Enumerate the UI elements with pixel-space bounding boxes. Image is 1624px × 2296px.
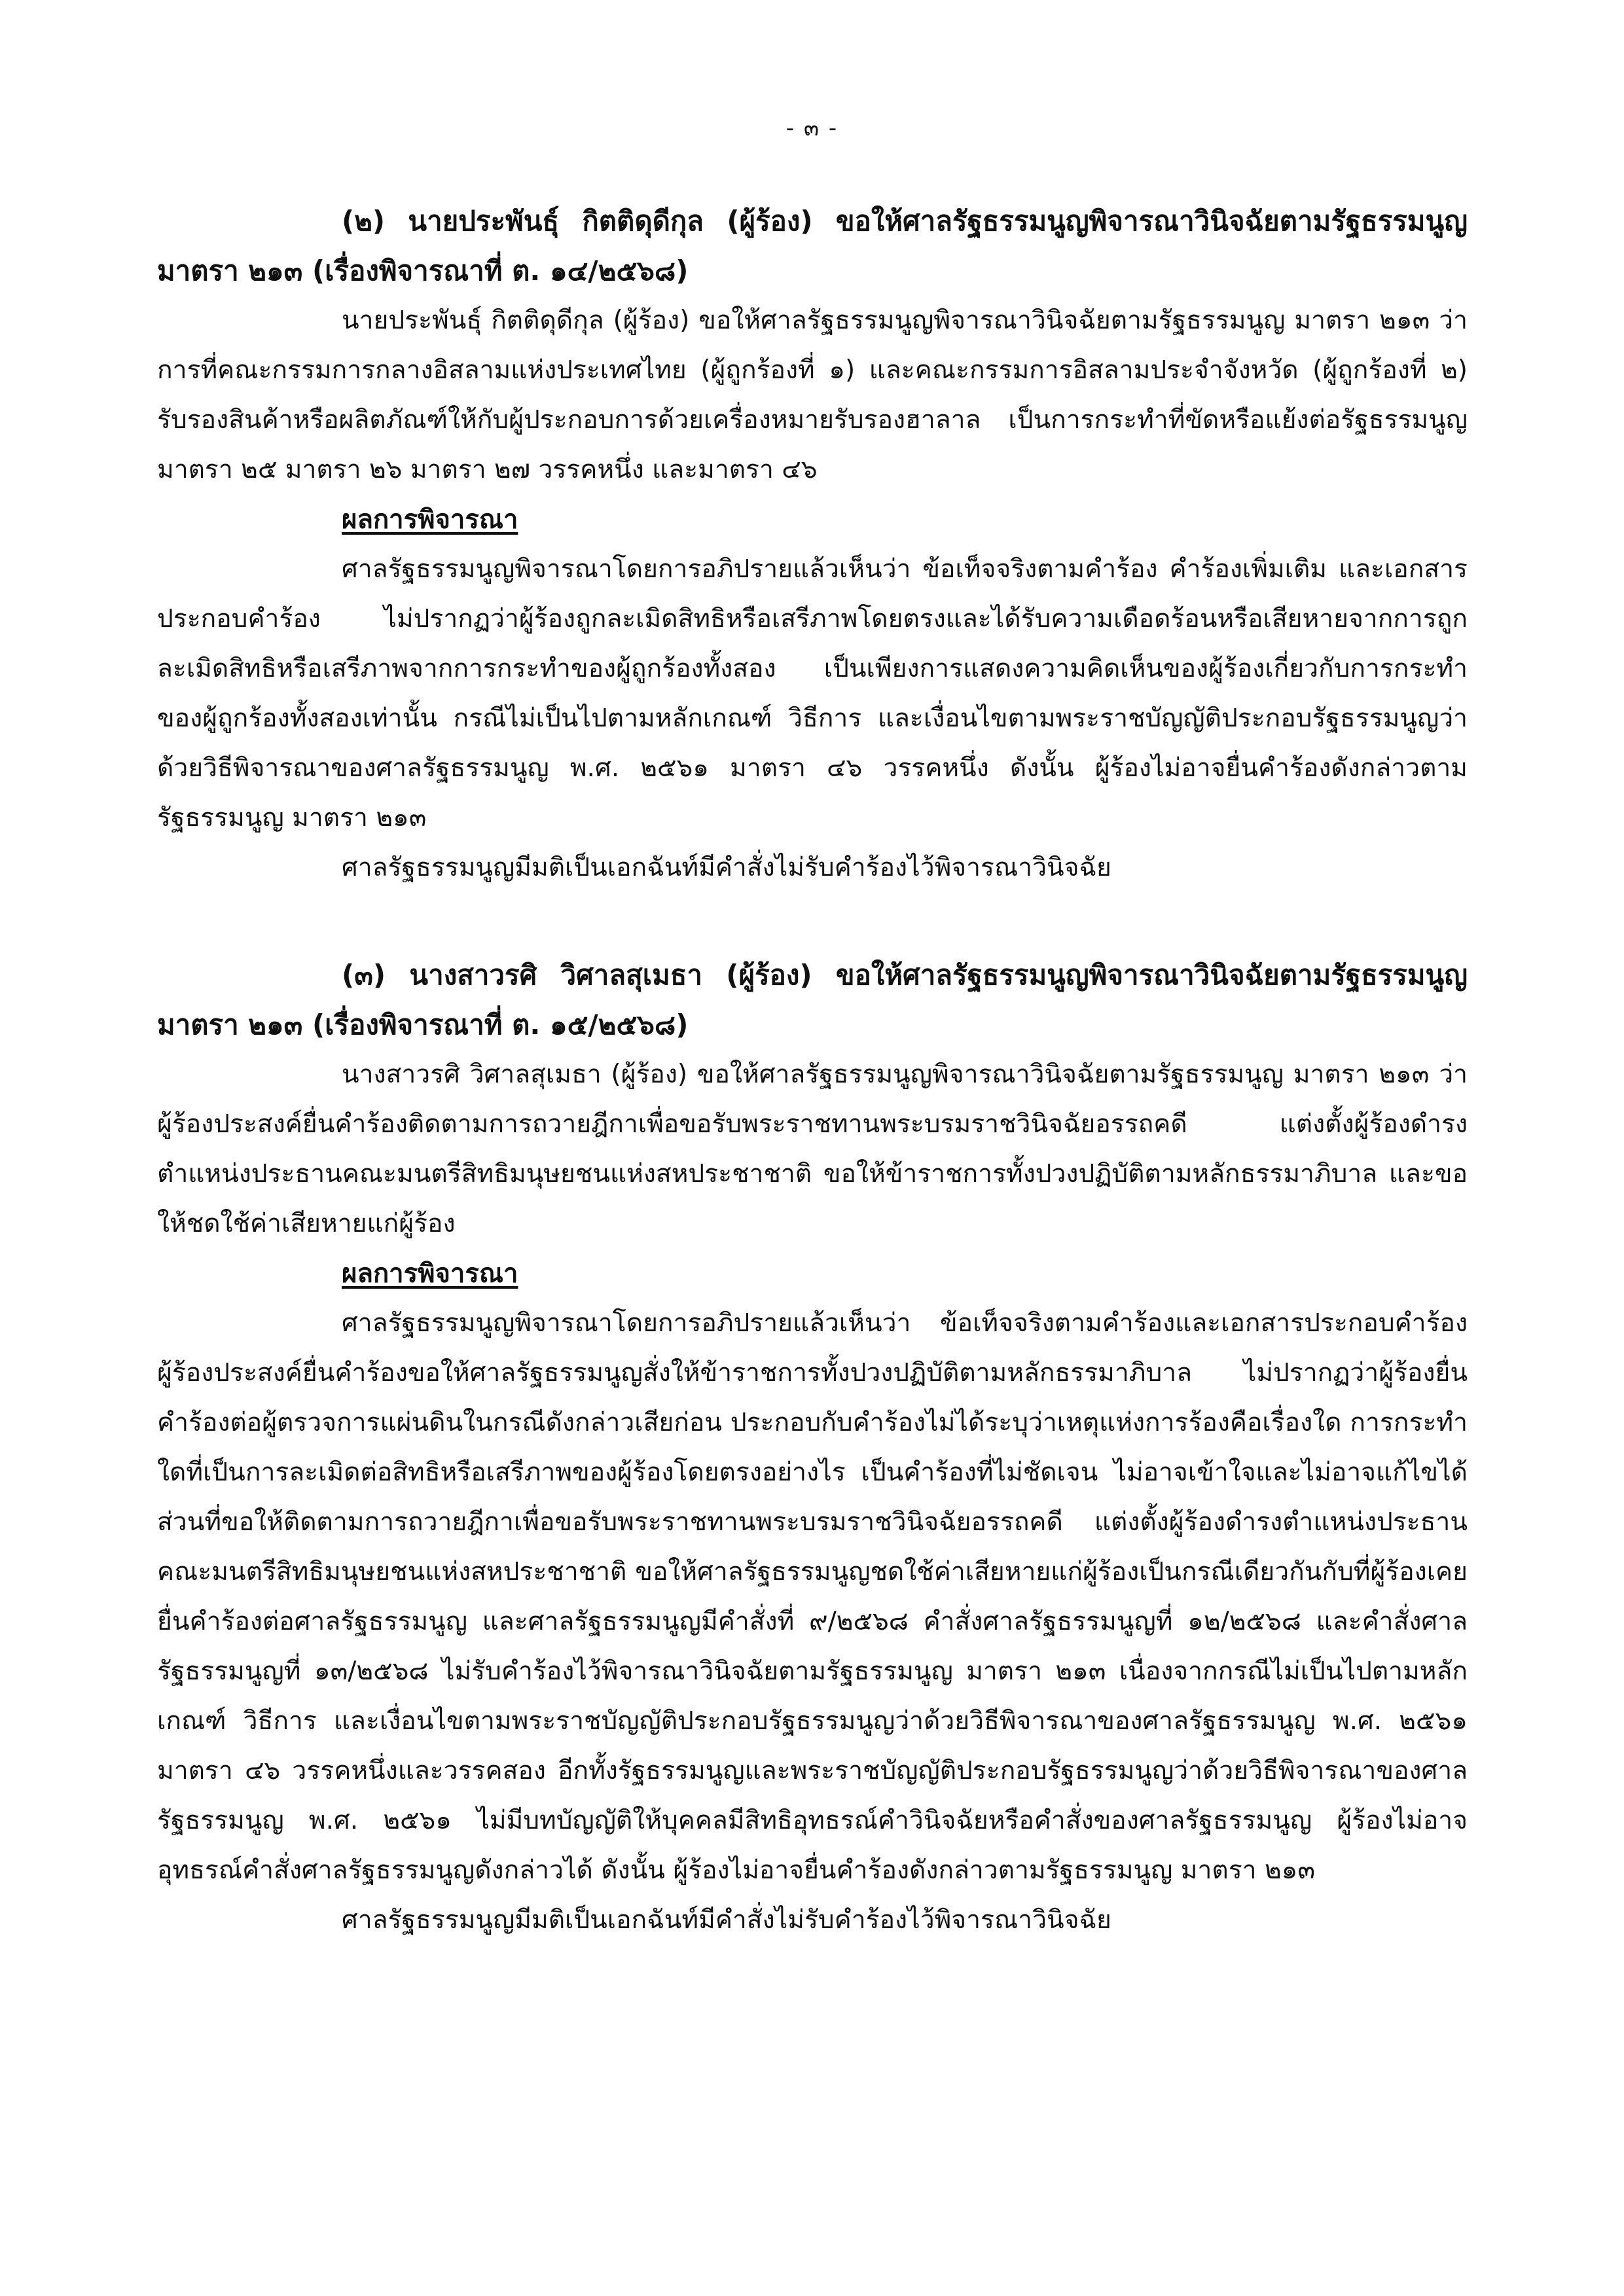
case-heading: (๓) นางสาวรศิ วิศาลสุเมธา (ผู้ร้อง) ขอให้ศาลรัฐธรรมนูญพิจารณาวินิจฉัยตามรัฐธรรมนูญ มาตรา ๒๑๓ (เรื่องพิจารณาที่ ต. ๑๕/๒๕๖๘) xyxy=(157,959,1468,1041)
case-result-paragraph: ศาลรัฐธรรมนูญพิจารณาโดยการอภิปรายแล้วเห็นว่า ข้อเท็จจริงตามคำร้องและเอกสารประกอบคำร้อง ผู้ร้องประสงค์ยื่นคำร้องขอให้ศาลรัฐธรรมนูญสั่งให้ข้าราชการทั้งปวงปฏิบัติตามหลักธรรมาภิบาล ไม่ปรากฏว่าผู้ร้องยื่นคำร้องต่อผู้ตรวจการแผ่นดินในกรณีดังกล่าวเสียก่อน ประกอบกับคำร้องไม่ได้ระบุว่าเหตุแห่งการร้องคือเรื่องใด การกระทำใดที่เป็นการละเมิดต่อสิทธิหรือเสรีภาพของผู้ร้องโดยตรงอย่างไร เป็นคำร้องที่ไม่ชัดเจน ไม่อาจเข้าใจและไม่อาจแก้ไขได้ ส่วนที่ขอให้ติดตามการถวายฎีกาเพื่อขอรับพระราชทานพระบรมราชวินิจฉัยอรรถคดี แต่งตั้งผู้ร้องดำรงตำแหน่งประธานคณะมนตรีสิทธิมนุษยชนแห่งสหประชาชาติ ขอให้ศาลรัฐธรรมนูญชดใช้ค่าเสียหายแก่ผู้ร้องเป็นกรณีเดียวกันกับที่ผู้ร้องเคยยื่นคำร้องต่อศาลรัฐธรรมนูญ และศาลรัฐธรรมนูญมีคำสั่งที่ ๙/๒๕๖๘ คำสั่งศาลรัฐธรรมนูญที่ ๑๒/๒๕๖๘ และคำสั่งศาลรัฐธรรมนูญที่ ๑๓/๒๕๖๘ ไม่รับคำร้องไว้พิจารณาวินิจฉัยตามรัฐธรรมนูญ มาตรา ๒๑๓ เนื่องจากกรณีไม่เป็นไปตามหลักเกณฑ์ วิธีการ และเงื่อนไขตามพระราชบัญญัติประกอบรัฐธรรมนูญว่าด้วยวิธีพิจารณาของศาลรัฐธรรมนูญ พ.ศ. ๒๕๖๑ มาตรา ๔๖ วรรคหนึ่งและวรรคสอง อีกทั้งรัฐธรรมนูญและพระราชบัญญัติประกอบรัฐธรรมนูญว่าด้วยวิธีพิจารณาของศาลรัฐธรรมนูญ พ.ศ. ๒๕๖๑ ไม่มีบทบัญญัติให้บุคคลมีสิทธิอุทธรณ์คำวินิจฉัยหรือคำสั่งของศาลรัฐธรรมนูญ ผู้ร้องไม่อาจอุทธรณ์คำสั่งศาลรัฐธรรมนูญดังกล่าวได้ ดังนั้น ผู้ร้องไม่อาจยื่นคำร้องดังกล่าวตามรัฐธรรมนูญ มาตรา ๒๑๓ xyxy=(157,1308,1468,1885)
case-section-2 xyxy=(157,196,1468,893)
case-verdict: ศาลรัฐธรรมนูญมีมติเป็นเอกฉันท์มีคำสั่งไม่รับคำร้องไว้พิจารณาวินิจฉัย xyxy=(342,853,1111,882)
result-label: ผลการพิจารณา xyxy=(342,1259,518,1289)
case-request-paragraph: นายประพันธุ์ กิตติดุดีกุล (ผู้ร้อง) ขอให้ศาลรัฐธรรมนูญพิจารณาวินิจฉัยตามรัฐธรรมนูญ มาตรา ๒๑๓ ว่า การที่คณะกรรมการกลางอิสลามแห่งประเทศไทย (ผู้ถูกร้องที่ ๑) และคณะกรรมการอิสลามประจำจังหวัด (ผู้ถูกร้องที่ ๒) รับรองสินค้าหรือผลิตภัณฑ์ให้กับผู้ประกอบการด้วยเครื่องหมายรับรองฮาลาล เป็นการกระทำที่ขัดหรือแย้งต่อรัฐธรรมนูญ มาตรา ๒๕ มาตรา ๒๖ มาตรา ๒๗ วรรคหนึ่ง และมาตรา ๔๖ xyxy=(157,306,1468,484)
result-label: ผลการพิจารณา xyxy=(342,505,518,535)
case-verdict: ศาลรัฐธรรมนูญมีมติเป็นเอกฉันท์มีคำสั่งไม่รับคำร้องไว้พิจารณาวินิจฉัย xyxy=(342,1905,1111,1935)
case-section-3 xyxy=(157,950,1468,1945)
case-request-paragraph: นางสาวรศิ วิศาลสุเมธา (ผู้ร้อง) ขอให้ศาลรัฐธรรมนูญพิจารณาวินิจฉัยตามรัฐธรรมนูญ มาตรา ๒๑๓ ว่า ผู้ร้องประสงค์ยื่นคำร้องติดตามการถวายฎีกาเพื่อขอรับพระราชทานพระบรมราชวินิจฉัยอรรถคดี แต่งตั้งผู้ร้องดำรงตำแหน่งประธานคณะมนตรีสิทธิมนุษยชนแห่งสหประชาชาติ ขอให้ข้าราชการทั้งปวงปฏิบัติตามหลักธรรมาภิบาล และขอให้ชดใช้ค่าเสียหายแก่ผู้ร้อง xyxy=(157,1060,1468,1238)
case-heading: (๒) นายประพันธุ์ กิตติดุดีกุล (ผู้ร้อง) ขอให้ศาลรัฐธรรมนูญพิจารณาวินิจฉัยตามรัฐธรรมนูญ มาตรา ๒๑๓ (เรื่องพิจารณาที่ ต. ๑๔/๒๕๖๘) xyxy=(157,205,1468,287)
document-body xyxy=(157,196,1468,2003)
case-result-paragraph: ศาลรัฐธรรมนูญพิจารณาโดยการอภิปรายแล้วเห็นว่า ข้อเท็จจริงตามคำร้อง คำร้องเพิ่มเติม และเอกสารประกอบคำร้อง ไม่ปรากฏว่าผู้ร้องถูกละเมิดสิทธิหรือเสรีภาพโดยตรงและได้รับความเดือดร้อนหรือเสียหายจากการถูกละเมิดสิทธิหรือเสรีภาพจากการกระทำของผู้ถูกร้องทั้งสอง เป็นเพียงการแสดงความคิดเห็นของผู้ร้องเกี่ยวกับการกระทำของผู้ถูกร้องทั้งสองเท่านั้น กรณีไม่เป็นไปตามหลักเกณฑ์ วิธีการ และเงื่อนไขตามพระราชบัญญัติประกอบรัฐธรรมนูญว่าด้วยวิธีพิจารณาของศาลรัฐธรรมนูญ พ.ศ. ๒๕๖๑ มาตรา ๔๖ วรรคหนึ่ง ดังนั้น ผู้ร้องไม่อาจยื่นคำร้องดังกล่าวตามรัฐธรรมนูญ มาตรา ๒๑๓ xyxy=(157,554,1468,833)
page-number: - ๓ - xyxy=(785,115,839,141)
